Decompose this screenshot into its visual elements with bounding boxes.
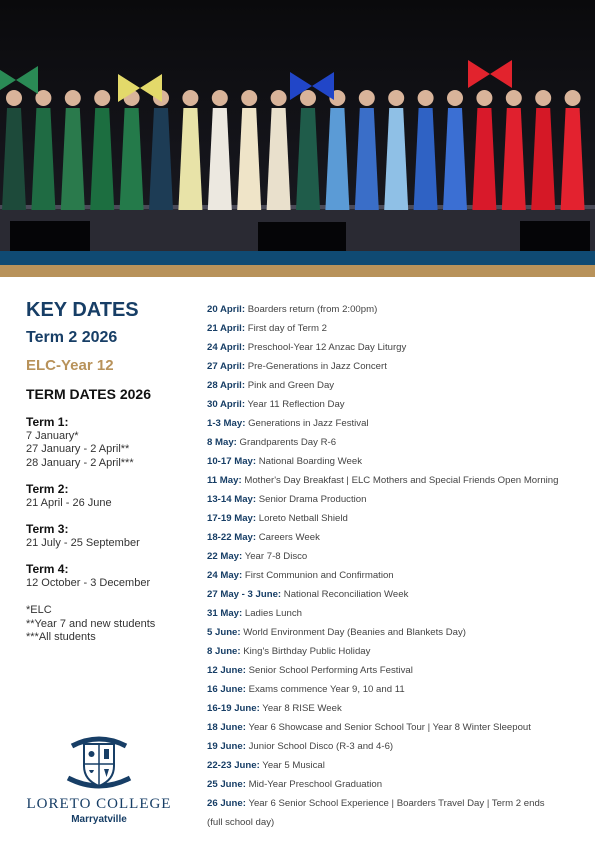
- left-column: [26, 298, 201, 645]
- event-date: 28 April:: [207, 380, 246, 391]
- event-date: 11 May:: [207, 475, 242, 486]
- year-range-label: ELC-Year 12: [26, 357, 114, 374]
- figure-dress: [178, 108, 202, 210]
- event-row: [207, 414, 592, 433]
- event-text: Loreto Netball Shield: [258, 513, 348, 524]
- term-date-line: 7 January*: [26, 429, 79, 442]
- figure-head: [388, 90, 404, 106]
- figure-head: [300, 90, 316, 106]
- figure-dress: [237, 108, 261, 210]
- term-dates-heading: TERM DATES 2026: [26, 386, 151, 402]
- figure-dress: [120, 108, 144, 210]
- crest-icon: [64, 732, 134, 794]
- event-date: 19 June:: [207, 741, 246, 752]
- figure-dress: [267, 108, 291, 210]
- college-location: Marryatville: [71, 814, 127, 825]
- figure-dress: [61, 108, 85, 210]
- figure-dress: [2, 108, 26, 210]
- figure-head: [506, 90, 522, 106]
- event-text: Mid-Year Preschool Graduation: [248, 779, 383, 790]
- event-date: 24 May:: [207, 570, 243, 581]
- event-row: [207, 566, 592, 585]
- event-row: [207, 794, 592, 813]
- college-logo: [24, 732, 174, 825]
- term-date-line: 12 October - 3 December: [26, 576, 151, 589]
- event-date: 17-19 May:: [207, 513, 257, 524]
- figure-dress: [296, 108, 320, 210]
- event-date: 18 June:: [207, 722, 246, 733]
- event-text: Pink and Green Day: [247, 380, 335, 391]
- event-row: [207, 528, 592, 547]
- figure-head: [65, 90, 81, 106]
- event-date: 20 April:: [207, 304, 246, 315]
- event-text: Senior Drama Production: [258, 494, 367, 505]
- event-text: First Communion and Confirmation: [244, 570, 394, 581]
- event-row: [207, 661, 592, 680]
- event-date: 22 May:: [207, 551, 243, 562]
- figure-dress: [325, 108, 349, 210]
- term-heading: Term 3:: [26, 522, 69, 536]
- event-text: National Boarding Week: [258, 456, 363, 467]
- event-row: [207, 471, 592, 490]
- college-name: LORETO COLLEGE: [26, 796, 172, 812]
- figure-head: [6, 90, 22, 106]
- event-row: [207, 357, 592, 376]
- term-1-block: [26, 416, 201, 470]
- events-list: [207, 300, 592, 832]
- figure-dress: [561, 108, 585, 210]
- figure-dress: [355, 108, 379, 210]
- event-text: Mother's Day Breakfast | ELC Mothers and Special Friends Open Morning: [244, 475, 559, 486]
- event-row: [207, 585, 592, 604]
- event-row: [207, 737, 592, 756]
- event-row: [207, 433, 592, 452]
- event-date: 13-14 May:: [207, 494, 257, 505]
- event-text: First day of Term 2: [247, 323, 327, 334]
- term-date-line: 27 January - 2 April**: [26, 443, 130, 455]
- event-date: 8 June:: [207, 646, 241, 657]
- figure-head: [476, 90, 492, 106]
- event-row: [207, 452, 592, 471]
- term-heading: Term 1:: [26, 415, 69, 429]
- figure-head: [565, 90, 581, 106]
- header-photo: [0, 0, 595, 251]
- event-text: Year 5 Musical: [262, 760, 325, 771]
- event-row: [207, 395, 592, 414]
- stage-photo-illustration: [0, 0, 595, 251]
- event-date: 27 May - 3 June:: [207, 589, 282, 600]
- figure-dress: [414, 108, 438, 210]
- event-row: [207, 338, 592, 357]
- event-date: 26 June:: [207, 798, 246, 809]
- figure-head: [271, 90, 287, 106]
- event-text: Senior School Performing Arts Festival: [248, 665, 413, 676]
- figure-head: [241, 90, 257, 106]
- event-date: 22-23 June:: [207, 760, 260, 771]
- event-row: [207, 300, 592, 319]
- figure-dress: [208, 108, 232, 210]
- term-date-line: 28 January - 2 April***: [26, 456, 134, 469]
- page-subtitle: Term 2 2026: [26, 329, 118, 346]
- event-text: Year 6 Senior School Experience | Boarders Travel Day | Term 2 ends: [248, 798, 545, 809]
- event-text: Junior School Disco (R-3 and 4-6): [248, 741, 394, 752]
- page-title: KEY DATES: [26, 299, 139, 321]
- event-continuation: (full school day): [207, 817, 275, 828]
- event-row: [207, 718, 592, 737]
- footnotes: [26, 604, 201, 645]
- event-text: Careers Week: [258, 532, 320, 543]
- event-row: [207, 699, 592, 718]
- event-date: 24 April:: [207, 342, 246, 353]
- event-date: 8 May:: [207, 437, 237, 448]
- term-date-line: 21 April - 26 June: [26, 496, 112, 509]
- figure-head: [94, 90, 110, 106]
- event-text: Year 7-8 Disco: [244, 551, 308, 562]
- figure-head: [418, 90, 434, 106]
- event-row: [207, 547, 592, 566]
- event-row: [207, 775, 592, 794]
- event-text: Boarders return (from 2:00pm): [247, 304, 378, 315]
- event-text: Year 11 Reflection Day: [247, 399, 345, 410]
- hair-bow: [468, 60, 512, 88]
- event-date: 21 April:: [207, 323, 246, 334]
- header-stripe-blue: [0, 251, 595, 265]
- event-date: 25 June:: [207, 779, 246, 790]
- figure-dress: [531, 108, 555, 210]
- event-row: [207, 756, 592, 775]
- event-date: 10-17 May:: [207, 456, 257, 467]
- event-date: 12 June:: [207, 665, 246, 676]
- term-heading: Term 4:: [26, 562, 69, 576]
- event-row: [207, 623, 592, 642]
- event-row: [207, 642, 592, 661]
- event-date: 31 May:: [207, 608, 243, 619]
- figure-dress: [90, 108, 114, 210]
- term-heading: Term 2:: [26, 482, 69, 496]
- event-text: Year 6 Showcase and Senior School Tour | Year 8 Winter Sleepout: [248, 722, 531, 733]
- header-stripe-gold: [0, 265, 595, 277]
- event-date: 18-22 May:: [207, 532, 257, 543]
- event-row: [207, 319, 592, 338]
- figure-head: [359, 90, 375, 106]
- figure-dress: [384, 108, 408, 210]
- event-text: King's Birthday Public Holiday: [243, 646, 371, 657]
- event-text: National Reconciliation Week: [283, 589, 409, 600]
- event-date: 16-19 June:: [207, 703, 260, 714]
- figure-head: [535, 90, 551, 106]
- event-date: 30 April:: [207, 399, 246, 410]
- event-text: Ladies Lunch: [244, 608, 302, 619]
- event-row: [207, 604, 592, 623]
- event-text: Exams commence Year 9, 10 and 11: [248, 684, 405, 695]
- figure-dress: [443, 108, 467, 210]
- figure-head: [182, 90, 198, 106]
- term-2-block: [26, 483, 201, 510]
- term-date-line: 21 July - 25 September: [26, 536, 140, 549]
- term-4-block: [26, 563, 201, 590]
- event-row: [207, 680, 592, 699]
- event-row: [207, 376, 592, 395]
- event-date: 1-3 May:: [207, 418, 246, 429]
- figure-dress: [149, 108, 173, 210]
- figure-dress: [502, 108, 526, 210]
- footnote: *ELC: [26, 604, 52, 616]
- event-text: Pre-Generations in Jazz Concert: [247, 361, 387, 372]
- event-row: [207, 509, 592, 528]
- figure-dress: [31, 108, 55, 210]
- term-3-block: [26, 523, 201, 550]
- figure-dress: [472, 108, 496, 210]
- event-text: Year 8 RISE Week: [262, 703, 342, 714]
- event-date: 5 June:: [207, 627, 241, 638]
- event-text: Grandparents Day R-6: [239, 437, 337, 448]
- figure-head: [447, 90, 463, 106]
- hair-bow: [0, 66, 38, 94]
- event-date: 27 April:: [207, 361, 246, 372]
- figure-head: [212, 90, 228, 106]
- event-row: [207, 490, 592, 509]
- event-text: World Environment Day (Beanies and Blankets Day): [243, 627, 466, 638]
- footnote: ***All students: [26, 631, 96, 643]
- event-text: Generations in Jazz Festival: [248, 418, 369, 429]
- event-text: Preschool-Year 12 Anzac Day Liturgy: [247, 342, 407, 353]
- footnote: **Year 7 and new students: [26, 617, 156, 630]
- event-date: 16 June:: [207, 684, 246, 695]
